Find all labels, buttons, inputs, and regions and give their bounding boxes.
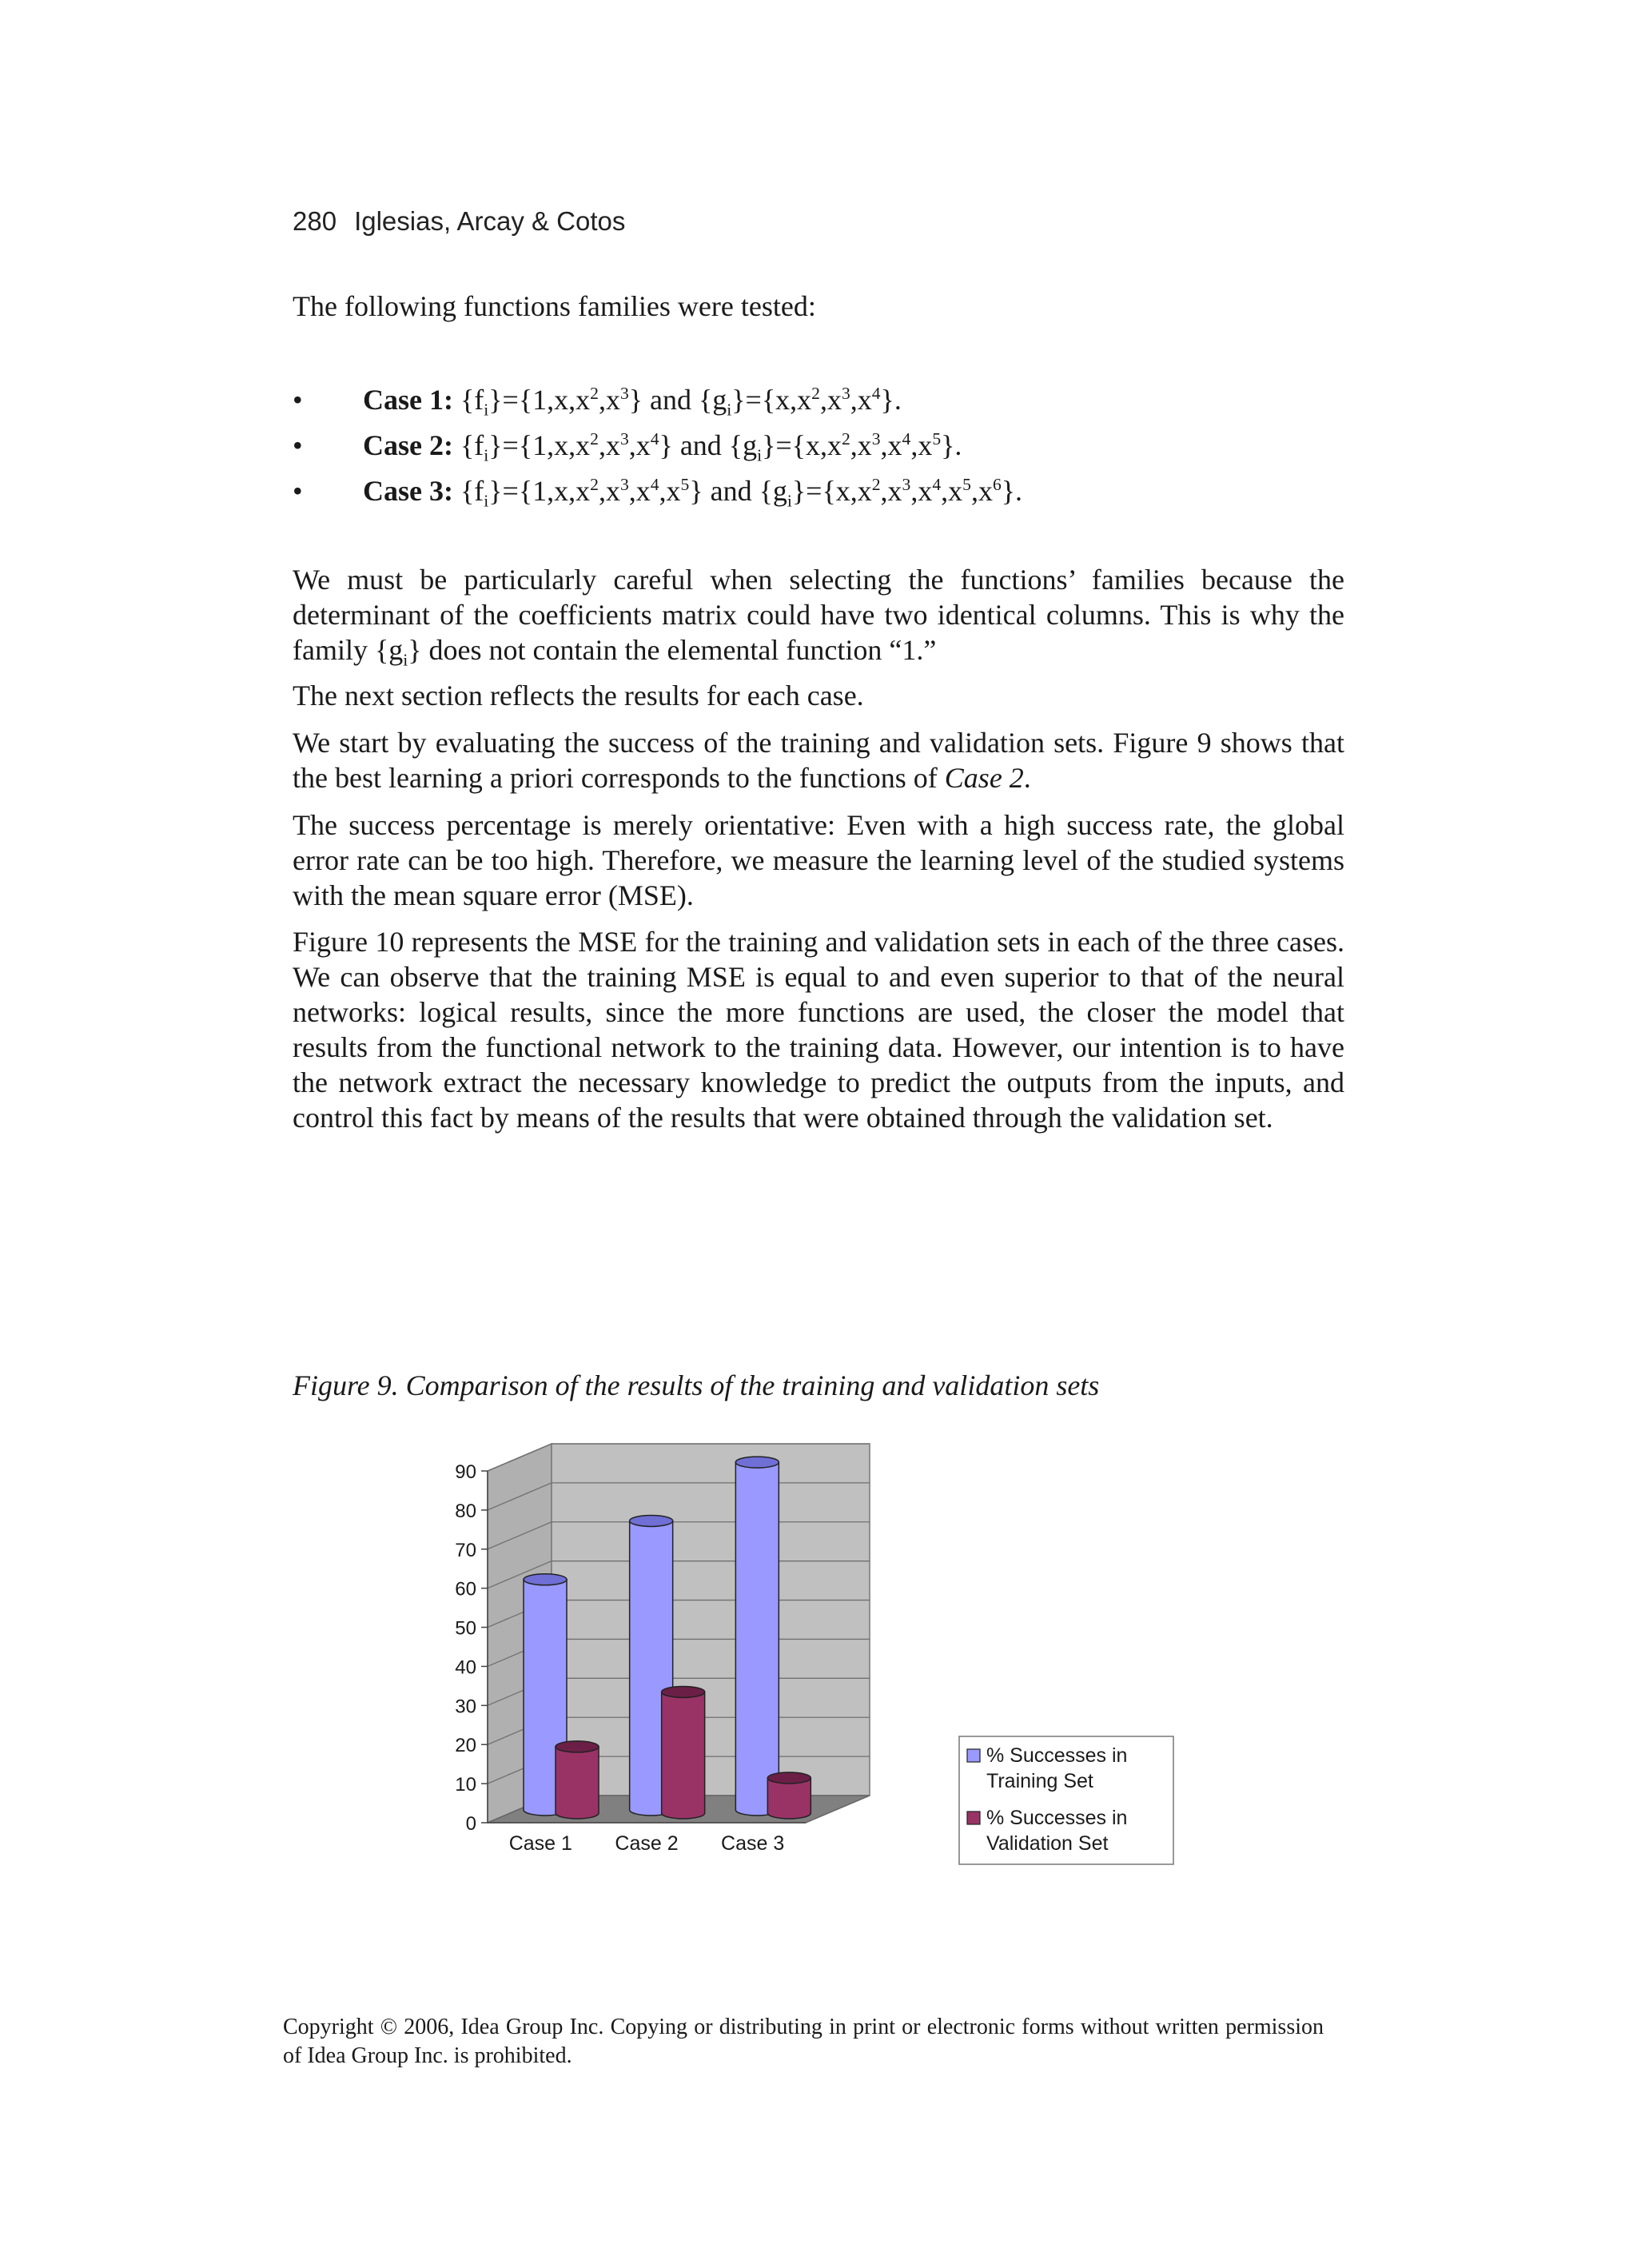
f-term: } [659,429,673,461]
g-open: {g [728,429,758,461]
y-tick-label: 90 [455,1461,476,1483]
f-exponent: 3 [619,429,629,449]
g-subscript: i [727,400,732,420]
cylinder-bar-body [556,1747,599,1819]
cylinder-bar-top [735,1457,779,1468]
case-label: Case 1: [363,384,453,416]
f-term: ,x [659,475,681,507]
y-tick-label: 70 [455,1539,476,1561]
g-term: ,x [910,475,933,507]
copyright-notice: Copyright © 2006, Idea Group Inc. Copying or distributing in print or electronic forms without written permission of Idea Group Inc. is prohibited. [283,2015,1324,2068]
g-exponent: 2 [841,429,850,449]
g-term: }. [941,429,962,461]
bar-chart [424,1439,1223,1887]
f-body: }={1,x,x [488,429,591,461]
bullet-dot: • [293,384,303,416]
cylinder-bar-top [662,1686,705,1697]
case-content [363,423,962,468]
f-subscript: i [484,491,489,511]
g-exponent: 3 [841,384,850,404]
f-exponent: 3 [619,384,629,404]
case-item [293,377,1344,423]
paragraph-success-percentage: The success percentage is merely orientative: Even with a high success rate, the global error rate can be too high. Therefore, we measure the learning level of the studied systems with the mean square error (MSE). [293,809,1344,911]
legend-label: Validation Set [986,1832,1109,1855]
f-exponent: 4 [650,429,659,449]
g-exponent: 4 [902,429,911,449]
f-term: ,x [598,475,620,507]
g-term: ,x [970,475,993,507]
g-term: }. [880,384,902,416]
cylinder-bar-body [735,1462,779,1816]
y-tick-label: 10 [455,1774,476,1796]
g-exponent: 3 [902,475,911,495]
f-exponent: 2 [590,384,599,404]
g-exponent: 5 [932,429,942,449]
figure-caption: Figure 9. Comparison of the results of the training and validation sets [293,1369,1100,1401]
legend-label: % Successes in [986,1744,1128,1767]
g-term: ,x [941,475,963,507]
chart-back-wall [552,1444,870,1796]
f-exponent: 2 [590,475,599,495]
cylinder-bar-top [556,1741,599,1752]
para1-after: } does not contain the elemental function “1.” [408,634,937,666]
y-tick-label: 0 [465,1813,476,1835]
bullet-dot: • [293,429,303,461]
para3-before: We start by evaluating the success of the training and validation sets. Figure 9 shows that the best learning a priori corresponds to the functions of [293,727,1344,794]
f-term: ,x [598,429,620,461]
f-subscript: i [484,400,489,420]
paragraph-figure10: Figure 10 represents the MSE for the training and validation sets in each of the three cases. We can observe that the training MSE is equal to and even superior to that of the neural networks: logical results, since the more functions are used, the closer the model that results from the functional network to the training data. However, our intention is to have the network extract the necessary knowledge to predict the outputs from the inputs, and control this fact by means of the results that were obtained through the validation set. [293,926,1344,1134]
case-and: and [672,429,729,461]
g-subscript: i [787,491,792,511]
g-body: }={x,x [762,429,842,461]
g-open: {g [759,475,787,507]
bullet-dot: • [293,475,303,507]
y-tick-label: 40 [455,1656,476,1679]
paragraph-careful-selection [293,562,1344,668]
f-exponent: 5 [680,475,690,495]
paragraph-evaluation [293,725,1344,795]
f-exponent: 4 [650,475,659,495]
y-tick-label: 20 [455,1735,476,1757]
g-exponent: 6 [992,475,1002,495]
y-tick-label: 50 [455,1617,476,1640]
case-and: and [703,475,759,507]
case-item [293,423,1344,468]
f-term: ,x [628,475,651,507]
paragraph-next-section: The next section reflects the results for each case. [293,680,864,711]
legend-label: % Successes in [986,1807,1128,1829]
cylinder-bar-body [662,1692,705,1819]
g-exponent: 2 [871,475,881,495]
para1-sub: i [403,650,408,670]
running-header-authors: Iglesias, Arcay & Cotos [354,206,626,236]
case-and: and [643,384,699,416]
g-term: ,x [880,475,902,507]
g-term: }. [1001,475,1023,507]
para3-italic: Case 2 [944,762,1024,794]
case-label: Case 3: [363,475,453,507]
f-open: {f [460,475,484,507]
legend-swatch [967,1812,980,1824]
case-item [293,468,1344,514]
g-term: ,x [850,429,872,461]
running-header [293,206,625,237]
function-families-list [293,377,1344,514]
f-open: {f [460,384,484,416]
f-open: {f [460,429,484,461]
g-open: {g [699,384,727,416]
g-exponent: 4 [932,475,942,495]
y-tick-label: 80 [455,1500,476,1522]
g-term: ,x [819,384,842,416]
g-exponent: 3 [871,429,881,449]
f-term: } [689,475,703,507]
cylinder-bar-top [524,1574,567,1585]
y-tick-label: 30 [455,1696,476,1718]
case-label: Case 2: [363,429,453,461]
g-exponent: 5 [962,475,971,495]
g-term: ,x [880,429,902,461]
f-term: ,x [598,384,620,416]
f-body: }={1,x,x [488,384,591,416]
g-body: }={x,x [731,384,812,416]
g-exponent: 4 [871,384,881,404]
x-tick-label: Case 2 [615,1832,679,1855]
para1-before: We must be particularly careful when selecting the functions’ families because the determinant of the coefficients matrix could have two identical columns. This is why the family {g [293,564,1344,666]
f-term: } [628,384,643,416]
g-term: ,x [910,429,933,461]
y-tick-label: 60 [455,1578,476,1600]
cylinder-bar-top [630,1515,673,1526]
g-body: }={x,x [791,475,872,507]
f-subscript: i [484,445,489,465]
cylinder-bar-top [767,1772,811,1784]
case-content [363,377,902,423]
g-subscript: i [757,445,763,465]
f-exponent: 3 [619,475,629,495]
x-tick-label: Case 1 [508,1832,572,1855]
f-exponent: 2 [590,429,599,449]
page-number: 280 [293,206,337,236]
x-tick-label: Case 3 [721,1832,785,1855]
case-content [363,468,1022,514]
para3-after: . [1023,762,1031,794]
g-exponent: 2 [811,384,820,404]
g-term: ,x [850,384,872,416]
legend-swatch [967,1749,980,1762]
f-body: }={1,x,x [488,475,591,507]
f-term: ,x [628,429,651,461]
legend-label: Training Set [986,1770,1093,1792]
intro-paragraph: The following functions families were tested: [293,290,816,322]
